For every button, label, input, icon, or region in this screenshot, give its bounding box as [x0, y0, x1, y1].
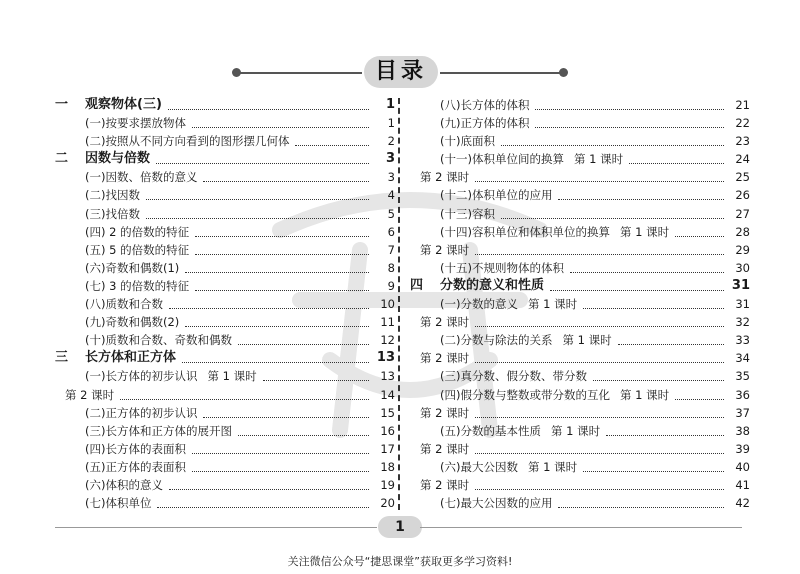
- entry-title: 长方体和正方体: [85, 350, 177, 366]
- page-ref: 35: [735, 369, 750, 384]
- entry-label: [85, 494, 151, 512]
- leader-dots: [185, 254, 369, 273]
- entry-title: (七)最大公因数的应用: [440, 496, 553, 511]
- leader-dots: [203, 163, 369, 182]
- page-ref: 3: [387, 170, 395, 185]
- leader-dots: [182, 344, 369, 363]
- page-ref: 38: [735, 423, 750, 438]
- page-ref: 34: [735, 351, 750, 366]
- entry-label: [55, 386, 114, 404]
- toc-left-column: [55, 96, 395, 512]
- lesson-label: 第 1 课时: [573, 152, 624, 167]
- page-ref: 13: [380, 369, 395, 384]
- page-ref: 36: [735, 387, 750, 402]
- footer-note: 关注微信公众号“捷思课堂”获取更多学习资料!: [287, 555, 513, 568]
- entry-title: (三)长方体和正方体的展开图: [85, 423, 232, 438]
- toc-entry-row[interactable]: [55, 494, 395, 512]
- entry-label: [440, 494, 552, 512]
- leader-dots: [192, 109, 369, 128]
- entry-title: (十五)不规则物体的体积: [440, 260, 564, 275]
- entry-label: [410, 476, 469, 494]
- entry-title: (一)因数、倍数的意义: [85, 170, 198, 185]
- entry-title: (十)底面积: [440, 134, 495, 149]
- leader-dots: [169, 471, 369, 490]
- leader-dots: [629, 145, 724, 164]
- entry-label: [85, 223, 189, 241]
- leader-dots: [295, 127, 369, 146]
- page-ref: 6: [387, 224, 395, 239]
- entry-label: [410, 241, 469, 259]
- toc-right-column: [410, 96, 750, 512]
- title-rule-left: [238, 72, 362, 74]
- entry-title: (一)分数的意义: [440, 297, 518, 312]
- title-dot-left: [232, 68, 241, 77]
- leader-dots: [535, 91, 724, 110]
- leader-dots: [156, 145, 369, 164]
- page-ref: 20: [380, 496, 395, 511]
- entry-title: (五)正方体的表面积: [85, 459, 186, 474]
- lesson-label: 第 2 课时: [420, 477, 470, 492]
- lesson-label: 第 1 课时: [562, 333, 612, 348]
- leader-dots: [146, 181, 369, 200]
- entry-label: [410, 349, 469, 367]
- entry-title: (二)分数与除法的关系: [440, 333, 553, 348]
- entry-label: [410, 404, 469, 422]
- page-ref: 10: [380, 297, 395, 312]
- leader-dots: [120, 381, 369, 400]
- page-ref: 41: [735, 477, 750, 492]
- leader-dots: [550, 272, 724, 291]
- title-bar: [0, 56, 800, 90]
- column-divider: [398, 98, 400, 510]
- page-ref: 30: [735, 260, 750, 275]
- page-ref: 1: [385, 97, 395, 112]
- entry-label: [85, 259, 179, 277]
- entry-title: (十二)体积单位的应用: [440, 188, 553, 203]
- chapter-number: 四: [410, 277, 424, 293]
- page-ref: 23: [735, 134, 750, 149]
- page-ref: 1: [387, 116, 395, 131]
- entry-label: [85, 476, 163, 494]
- leader-dots: [192, 453, 369, 472]
- leader-dots: [475, 399, 724, 418]
- page-ref: 22: [735, 116, 750, 131]
- entry-label: [440, 367, 587, 385]
- lesson-label: 第 2 课时: [420, 441, 470, 456]
- leader-dots: [146, 200, 369, 219]
- entry-title: (五)分数的基本性质: [440, 423, 541, 438]
- page-ref: 2: [387, 134, 395, 149]
- entry-label: [440, 132, 495, 150]
- leader-dots: [185, 308, 369, 327]
- entry-title: (六)奇数和偶数(1): [85, 260, 180, 275]
- page-ref: 8: [387, 260, 395, 275]
- entry-title: (十一)体积单位间的换算: [440, 152, 564, 167]
- page-ref: 3: [385, 151, 395, 167]
- entry-label: [440, 259, 564, 277]
- entry-label: [85, 404, 197, 422]
- page-number: 1: [378, 516, 422, 538]
- entry-title: (八)长方体的体积: [440, 98, 530, 112]
- lesson-label: 第 2 课时: [420, 405, 470, 420]
- page-ref: 14: [380, 387, 395, 402]
- entry-title: (十三)容积: [440, 206, 495, 221]
- leader-dots: [192, 435, 369, 454]
- entry-label: [410, 168, 469, 186]
- page-ref: 40: [735, 459, 750, 474]
- page-ref: 7: [387, 242, 395, 257]
- entry-label: [85, 349, 176, 367]
- entry-title: (六)体积的意义: [85, 477, 163, 492]
- leader-dots: [558, 181, 724, 200]
- leader-dots: [238, 417, 369, 436]
- entry-label: [85, 114, 186, 132]
- entry-title: (五) 5 的倍数的特征: [85, 242, 190, 257]
- leader-dots: [195, 236, 369, 255]
- title-rule-right: [440, 72, 562, 74]
- leader-dots: [606, 417, 724, 436]
- leader-dots: [203, 399, 369, 418]
- leader-dots: [475, 471, 724, 490]
- page-ref: 29: [735, 242, 750, 257]
- page-ref: 5: [387, 206, 395, 221]
- entry-label: [410, 440, 469, 458]
- leader-dots: [501, 127, 724, 146]
- page-ref: 9: [387, 278, 395, 293]
- lesson-label: 第 1 课时: [619, 387, 670, 402]
- leader-dots: [475, 308, 724, 327]
- bottom-rule-left: [55, 527, 377, 528]
- page-ref: 12: [380, 333, 395, 348]
- leader-dots: [157, 489, 369, 508]
- leader-dots: [570, 254, 724, 273]
- entry-title: (三)真分数、假分数、带分数: [440, 369, 587, 384]
- entry-title: 分数的意义和性质: [440, 277, 545, 293]
- chapter-number: 二: [55, 151, 69, 167]
- entry-label: [440, 96, 529, 114]
- lesson-label: 第 2 课时: [420, 351, 470, 366]
- lesson-label: 第 2 课时: [420, 315, 470, 330]
- page-ref: 31: [731, 277, 750, 293]
- lesson-label: 第 1 课时: [207, 369, 257, 384]
- page-ref: 42: [735, 496, 750, 511]
- entry-label: [85, 186, 140, 204]
- chapter-number: 一: [55, 97, 69, 112]
- entry-title: (七) 3 的倍数的特征: [85, 278, 190, 293]
- entry-title: (四)假分数与整数或带分数的互化: [440, 387, 610, 402]
- page-ref: 28: [735, 224, 750, 239]
- entry-label: [440, 277, 544, 295]
- leader-dots: [535, 109, 724, 128]
- entry-title: (十四)容积单位和体积单位的换算: [440, 224, 610, 239]
- page-ref: 25: [735, 170, 750, 185]
- entry-title: (六)最大公因数: [440, 459, 518, 474]
- entry-label: [85, 440, 186, 458]
- entry-label: [85, 241, 189, 259]
- page-ref: 39: [735, 441, 750, 456]
- entry-label: [85, 205, 140, 223]
- page-ref: 26: [735, 188, 750, 203]
- lesson-label: 第 2 课时: [420, 242, 470, 257]
- leader-dots: [475, 344, 724, 363]
- chapter-number: 三: [55, 350, 69, 366]
- leader-dots: [558, 489, 724, 508]
- page-ref: 21: [735, 98, 750, 112]
- leader-dots: [475, 435, 724, 454]
- entry-label: [440, 205, 495, 223]
- leader-dots: [501, 200, 724, 219]
- leader-dots: [475, 236, 724, 255]
- entry-title: (三)找倍数: [85, 206, 140, 221]
- leader-dots: [475, 163, 724, 182]
- page-ref: 32: [735, 315, 750, 330]
- entry-title: (一)长方体的初步认识: [85, 369, 198, 384]
- page-ref: 16: [380, 423, 395, 438]
- page-ref: 17: [380, 441, 395, 456]
- leader-dots: [169, 290, 369, 309]
- page-ref: 18: [380, 459, 395, 474]
- page-title: 目录: [364, 56, 438, 88]
- leader-dots: [583, 290, 724, 309]
- page-ref: 15: [380, 405, 395, 420]
- lesson-label: 第 1 课时: [527, 459, 578, 474]
- leader-dots: [238, 326, 369, 345]
- page-ref: 4: [387, 188, 395, 203]
- lesson-label: 第 2 课时: [65, 387, 115, 402]
- page-ref: 13: [376, 350, 395, 366]
- bottom-rule-right: [420, 527, 742, 528]
- leader-dots: [675, 218, 724, 237]
- entry-title: 因数与倍数: [85, 151, 151, 167]
- entry-title: (一)按要求摆放物体: [85, 116, 186, 131]
- entry-title: 观察物体(三): [85, 97, 162, 112]
- page-ref: 24: [735, 152, 750, 167]
- leader-dots: [195, 218, 369, 237]
- lesson-label: 第 1 课时: [550, 423, 601, 438]
- page-ref: 19: [380, 477, 395, 492]
- page-ref: 11: [380, 315, 395, 330]
- leader-dots: [583, 453, 724, 472]
- lesson-label: 第 1 课时: [619, 224, 670, 239]
- entry-title: (九)奇数和偶数(2): [85, 315, 180, 330]
- entry-title: (二)按照从不同方向看到的图形摆几何体: [85, 134, 290, 149]
- leader-dots: [593, 362, 724, 381]
- lesson-label: 第 1 课时: [527, 297, 578, 312]
- entry-title: (十)质数和合数、奇数和偶数: [85, 333, 232, 348]
- entry-title: (七)体积单位: [85, 496, 152, 511]
- leader-dots: [263, 362, 369, 381]
- leader-dots: [195, 272, 369, 291]
- entry-label: [85, 313, 179, 331]
- entry-label: [410, 313, 469, 331]
- entry-label: [85, 295, 163, 313]
- leader-dots: [618, 326, 724, 345]
- entry-title: (二)找因数: [85, 188, 140, 203]
- entry-title: (八)质数和合数: [85, 297, 163, 312]
- title-dot-right: [559, 68, 568, 77]
- page-ref: 27: [735, 206, 750, 221]
- entry-title: (二)正方体的初步认识: [85, 405, 198, 420]
- page-ref: 31: [735, 297, 750, 312]
- entry-title: (九)正方体的体积: [440, 116, 530, 131]
- entry-label: [85, 150, 150, 168]
- entry-title: (四) 2 的倍数的特征: [85, 224, 190, 239]
- lesson-label: 第 2 课时: [420, 170, 470, 185]
- leader-dots: [168, 91, 369, 110]
- toc-entry-row[interactable]: [410, 494, 750, 512]
- leader-dots: [675, 381, 724, 400]
- entry-label: [85, 96, 162, 114]
- entry-title: (四)长方体的表面积: [85, 441, 186, 456]
- page-ref: 37: [735, 405, 750, 420]
- page-ref: 33: [735, 333, 750, 348]
